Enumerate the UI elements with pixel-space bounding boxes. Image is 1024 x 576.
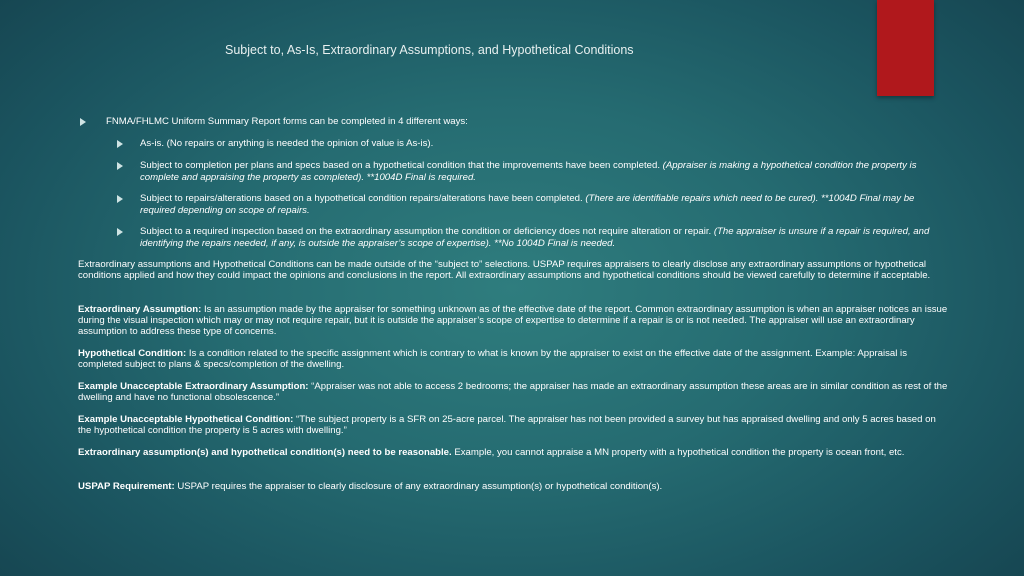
reasonable-label: Extraordinary assumption(s) and hypothetical condition(s) need to be reasonable. [78, 447, 452, 458]
paragraph-extraordinary-assumption [78, 304, 948, 338]
example-hypothetical-text: “The subject property is a SFR on 25-acre parcel. The appraiser has not been provided a survey but has appraised dwelling and only 5 acres based on the hypothetical condition the property is 5 acres with dwelling.” [78, 414, 936, 437]
bullet-sub-as-is [140, 138, 940, 150]
paragraph-intro [78, 259, 948, 281]
uspap-label: USPAP Requirement: [78, 481, 175, 492]
bullet-arrow-icon [117, 140, 123, 148]
extraordinary-assumption-label: Extraordinary Assumption: [78, 304, 202, 315]
uspap-text: USPAP requires the appraiser to clearly disclosure of any extraordinary assumption(s) or hypothetical condition(s). [174, 481, 663, 492]
example-hypothetical-label: Example Unacceptable Hypothetical Condition: [78, 414, 294, 425]
bullet-arrow-icon [117, 228, 123, 236]
bullet-arrow-icon [80, 118, 86, 126]
red-accent-tab [877, 0, 934, 96]
hypothetical-condition-text: Is a condition related to the specific assignment which is contrary to what is known by the appraiser to exist on the effective date of the assignment. Example: Appraisal is completed subject to plans & specs/completion of the dwelling. [78, 348, 907, 371]
bullet-main-text: FNMA/FHLMC Uniform Summary Report forms can be completed in 4 different ways: [106, 116, 468, 127]
extraordinary-assumption-text: Is an assumption made by the appraiser for something unknown as of the effective date of the report. Common extraordinary assumption is when an appraiser notices an issue during the visual inspection which may or may not require repair, but it is outside the appraiser’s scope of expertise to determine if a repair is or is not needed. The appraiser will use an extraordinary assumption to address these type of concerns. [78, 304, 948, 338]
paragraph-reasonable [78, 447, 948, 458]
reasonable-text: Example, you cannot appraise a MN property with a hypothetical condition the property is ocean front, etc. [451, 447, 905, 458]
bullet-sub-completion-note: (Appraiser is making a hypothetical condition the property is complete and appraising the property as completed). **1004D Final is required. [140, 160, 917, 183]
paragraph-intro-text: Extraordinary assumptions and Hypothetical Conditions can be made outside of the “subject to” selections. USPAP requires appraisers to clearly disclose any extraordinary assumptions or hypothetical conditions applied and how they could impact the opinions and conclusions in the report. All extraordinary assumptions and hypothetical conditions should be viewed carefully to determine if acceptable. [78, 259, 931, 282]
bullet-main [106, 116, 906, 128]
bullet-sub-completion-text: Subject to completion per plans and specs based on a hypothetical condition that the improvements have been completed. [140, 160, 663, 171]
bullet-sub-inspection-text: Subject to a required inspection based on the extraordinary assumption the condition or deficiency does not require alteration or repair. [140, 226, 714, 237]
example-extraordinary-label: Example Unacceptable Extraordinary Assumption: [78, 381, 309, 392]
slide-title: Subject to, As-Is, Extraordinary Assumptions, and Hypothetical Conditions [225, 43, 634, 57]
paragraph-hypothetical-condition [78, 348, 948, 370]
paragraph-uspap [78, 481, 948, 492]
example-extraordinary-text: “Appraiser was not able to access 2 bedrooms; the appraiser has made an extraordinary assumption these areas are in similar condition as rest of the dwelling and have no functional obsolescence.” [78, 381, 948, 404]
bullet-sub-repairs-text: Subject to repairs/alterations based on a hypothetical condition repairs/alterations have been completed. [140, 193, 586, 204]
paragraph-example-extraordinary [78, 381, 948, 403]
bullet-sub-as-is-text: As-is. (No repairs or anything is needed the opinion of value is As-is). [140, 138, 434, 149]
bullet-sub-completion [140, 160, 948, 183]
bullet-arrow-icon [117, 195, 123, 203]
bullet-sub-inspection [140, 226, 948, 249]
bullet-sub-repairs-note: (There are identifiable repairs which need to be cured). **1004D Final may be required depending on scope of repairs. [140, 193, 915, 216]
hypothetical-condition-label: Hypothetical Condition: [78, 348, 187, 359]
paragraph-example-hypothetical [78, 414, 948, 436]
bullet-arrow-icon [117, 162, 123, 170]
bullet-sub-repairs [140, 193, 948, 216]
bullet-sub-inspection-note: (The appraiser is unsure if a repair is required, and identifying the repairs needed, if any, is outside the appraiser’s scope of expertise). **No 1004D Final is needed. [140, 226, 930, 249]
